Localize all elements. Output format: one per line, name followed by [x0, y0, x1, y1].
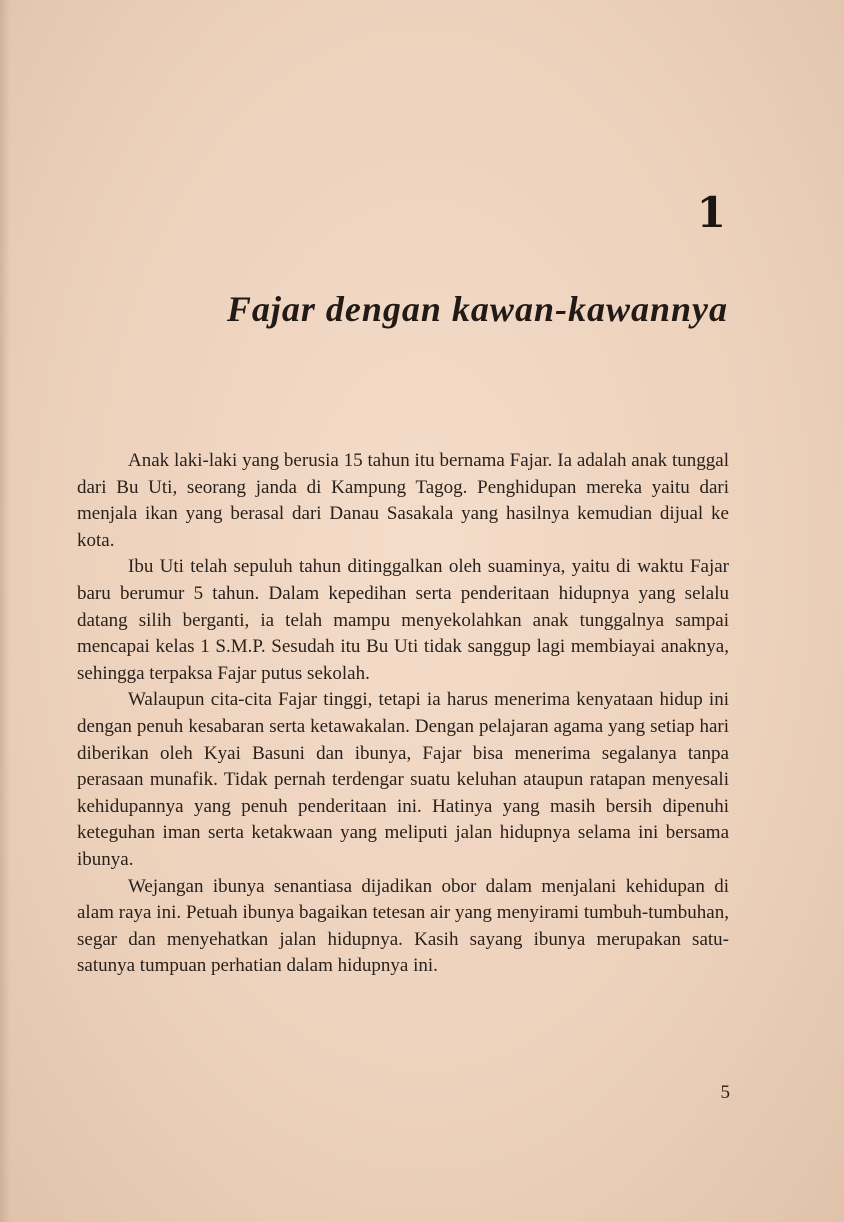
paragraph: Walaupun cita-cita Fajar tinggi, tetapi ia harus menerima kenyataan hidup ini dengan penuh kesabaran serta ketawakalan. Dengan pelajaran agama yang setiap hari diberikan oleh Kyai Basuni dan ibunya, Fajar bisa menerima segalanya tanpa perasaan munafik. Tidak pernah terdengar suatu keluhan ataupun ratapan menyesali kehidupannya yang penuh penderitaan ini. Hatinya yang masih bersih dipenuhi keteguhan iman serta ketakwaan yang meliputi jalan hidupnya selama ini bersama ibunya.	[77, 689, 729, 870]
chapter-title: Fajar dengan kawan-kawannya	[226, 289, 728, 329]
chapter-number: 1	[696, 188, 726, 237]
paragraph: Anak laki-laki yang berusia 15 tahun itu bernama Fajar. Ia adalah anak tunggal dari Bu Uti, seorang janda di Kampung Tagog. Penghidupan mereka yaitu dari menjala ikan yang berasal dari Danau Sasakala yang hasilnya kemudian dijual ke kota.	[77, 450, 729, 551]
page-number: 5	[720, 1082, 730, 1103]
chapter-body	[77, 448, 729, 980]
paragraph: Ibu Uti telah sepuluh tahun ditinggalkan oleh suaminya, yaitu di waktu Fajar baru berumur 5 tahun. Dalam kepedihan serta penderitaan hidupnya yang selalu datang silih berganti, ia telah mampu menyekolahkan anak tunggalnya sampai mencapai kelas 1 S.M.P. Sesudah itu Bu Uti tidak sanggup lagi membiayai anaknya, sehingga terpaksa Fajar putus sekolah.	[77, 556, 729, 684]
page-edge-shadow	[0, 0, 10, 1222]
paragraph: Wejangan ibunya senantiasa dijadikan obor dalam menjalani kehidupan di alam raya ini. Petuah ibunya bagaikan tetesan air yang menyirami tumbuh-tumbuhan, segar dan menyehatkan jalan hidupnya. Kasih sayang ibunya merupakan satu-satunya tumpuan perhatian dalam hidupnya ini.	[77, 875, 729, 977]
